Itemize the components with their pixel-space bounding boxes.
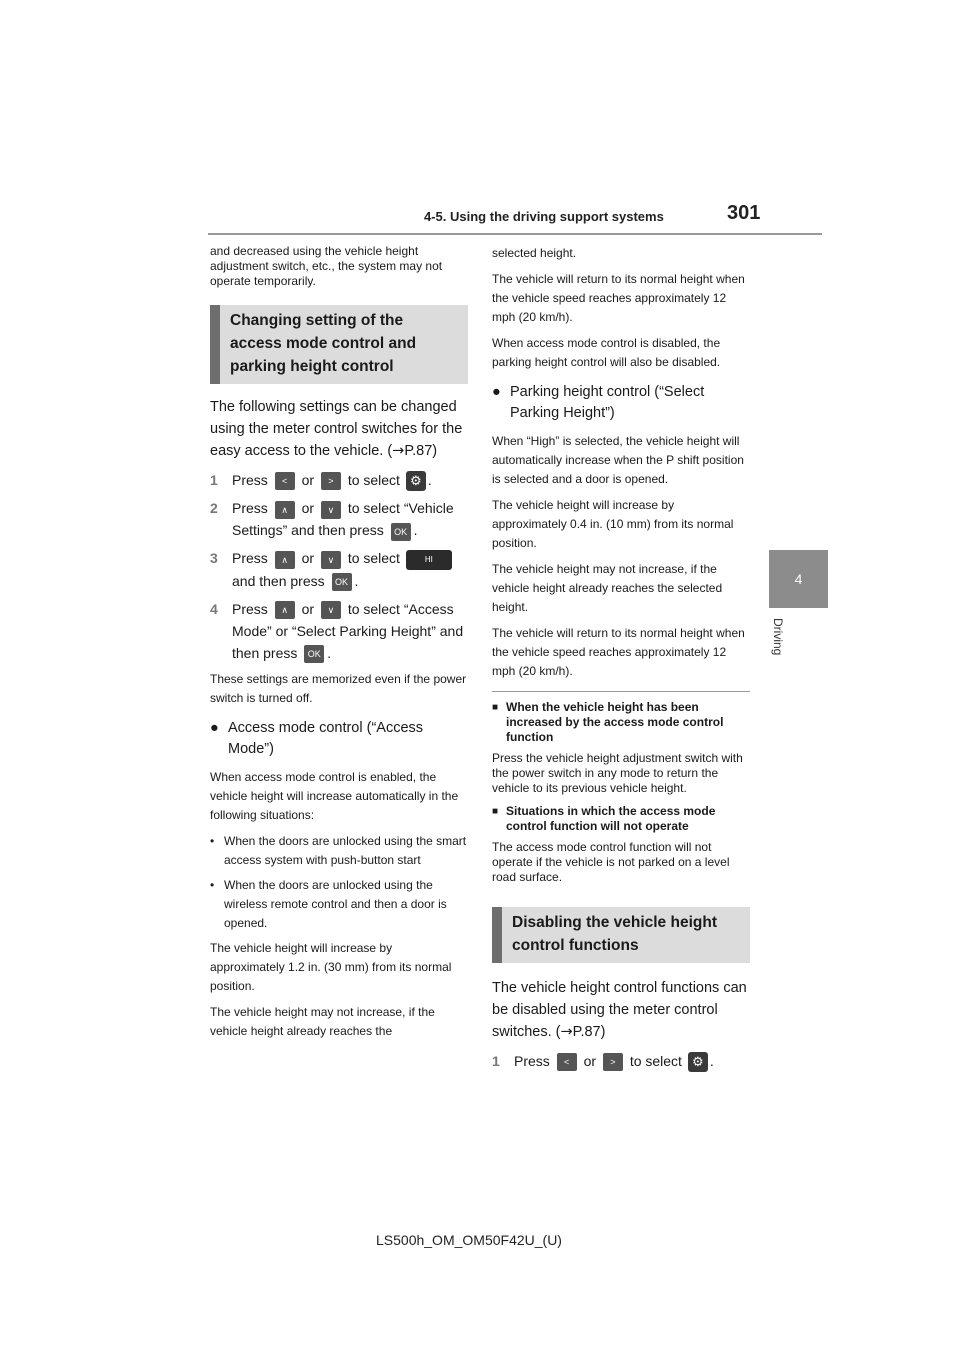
vehicle-height-icon: HI [406, 550, 452, 570]
page-number: 301 [727, 202, 761, 224]
paragraph: The vehicle height will increase by approximately 0.4 in. (10 mm) from its normal position. [492, 498, 734, 550]
memorized-note: These settings are memorized even if the power switch is turned off. [210, 671, 467, 705]
step-text: to select [347, 550, 400, 567]
step-text-end: . [413, 522, 418, 539]
paragraph: When “High” is selected, the vehicle height will automatically increase when the P shift position is selected and a door is opened. [492, 434, 744, 486]
disabling-intro-text: The vehicle height control functions can be disabled using the meter control switches. ( [492, 980, 747, 1040]
step-number: 2 [210, 500, 218, 517]
ok-key-icon: OK [332, 573, 352, 591]
gear-icon: ⚙ [406, 471, 426, 491]
note-heading [492, 804, 750, 834]
step-3 [210, 547, 468, 591]
step-or: or [301, 600, 315, 617]
up-arrow-key-icon: ∧ [275, 551, 295, 569]
step-text: Press [232, 500, 268, 517]
list-bullet: • [210, 877, 215, 892]
step-text: Press [232, 472, 268, 488]
left-arrow-key-icon: < [557, 1053, 577, 1071]
divider [492, 691, 750, 692]
note-body: Press the vehicle height adjustment switch with the power switch in any mode to return the vehicle to its previous vehicle height. [492, 751, 743, 795]
paragraph: The vehicle will return to its normal height when the vehicle speed reaches approximately 12 mph (20 km/h). [492, 272, 745, 324]
access-paragraph: The vehicle height may not increase, if the vehicle height already reaches the [210, 1004, 435, 1038]
gear-icon: ⚙ [688, 1052, 708, 1072]
header-rule [208, 233, 822, 235]
list-item-text: When the doors are unlocked using the smart access system with push-button start [224, 833, 467, 867]
right-arrow-key-icon: > [603, 1053, 623, 1071]
square-bullet-icon: ■ [492, 806, 499, 817]
step-text: Press [232, 550, 268, 567]
intro-text: and decreased using the vehicle height adjustment switch, etc., the system may not operate temporarily. [210, 244, 443, 288]
left-arrow-key-icon: < [275, 472, 295, 490]
step-text-end: . [427, 472, 432, 488]
ok-key-icon: OK [391, 523, 411, 541]
heading-text: Access mode control (“Access Mode”) [228, 719, 424, 757]
step-text: to select [629, 1053, 682, 1069]
settings-intro-text: The following settings can be changed using the meter control switches for the easy access to the vehicle. ( [210, 399, 463, 459]
note-body: The access mode control function will not operate if the vehicle is not parked on a level road surface. [492, 840, 730, 884]
note-heading [492, 700, 750, 745]
access-mode-heading [210, 718, 468, 760]
down-arrow-key-icon: ∨ [321, 551, 341, 569]
disabling-intro [492, 977, 750, 1043]
step-text: to select “Vehicle Settings” and then press [232, 500, 454, 539]
step-4 [210, 598, 468, 664]
section-heading-settings: Changing setting of the access mode control and parking height control [210, 305, 468, 384]
access-paragraph: When access mode control is enabled, the vehicle height will increase automatically in the following situations: [210, 769, 459, 822]
list-item [210, 876, 468, 933]
section-title: 4-5. Using the driving support systems [424, 209, 664, 224]
right-arrow-key-icon: > [321, 472, 341, 490]
heading-text: Parking height control (“Select Parking Height”) [510, 384, 705, 421]
chapter-number: 4 [794, 571, 803, 587]
paragraph: When access mode control is disabled, the parking height control will also be disabled. [492, 336, 721, 369]
access-paragraph: The vehicle height will increase by approximately 1.2 in. (30 mm) from its normal position. [210, 940, 452, 993]
step-text: to select “Access Mode” or “Select Parking Height” and then press [232, 600, 464, 661]
step-or: or [583, 1053, 597, 1069]
left-column [210, 244, 468, 1048]
down-arrow-key-icon: ∨ [321, 501, 341, 519]
bullet-icon: ● [492, 384, 501, 400]
ref-arrow-icon: → [560, 1024, 573, 1040]
step-or: or [301, 550, 315, 567]
list-bullet: • [210, 833, 215, 848]
settings-intro-ref: P.87) [404, 443, 438, 459]
ok-key-icon: OK [304, 645, 324, 663]
list-item-text: When the doors are unlocked using the wireless remote control and then a door is opened. [224, 877, 447, 930]
step-text: and then press [232, 572, 325, 589]
paragraph: The vehicle height may not increase, if the vehicle height already reaches the selected height. [492, 562, 723, 614]
step-text: Press [232, 600, 268, 617]
step-2 [210, 497, 468, 541]
step-text-end: . [327, 644, 332, 661]
up-arrow-key-icon: ∧ [275, 501, 295, 519]
step-number: 3 [210, 550, 218, 567]
bullet-icon: ● [210, 719, 219, 736]
right-column [492, 244, 750, 1078]
note-title: When the vehicle height has been increased by the access mode control function [506, 700, 724, 744]
paragraph: selected height. [492, 246, 577, 260]
step-number: 1 [210, 472, 218, 488]
document-code: LS500h_OM_OM50F42U_(U) [376, 1232, 562, 1248]
parking-height-heading [492, 382, 750, 424]
square-bullet-icon: ■ [492, 702, 499, 713]
paragraph: The vehicle will return to its normal height when the vehicle speed reaches approximately 12 mph (20 km/h). [492, 626, 745, 678]
note-title: Situations in which the access mode control function will not operate [506, 804, 716, 833]
chapter-tab [769, 550, 828, 608]
step-number: 4 [210, 600, 218, 617]
disabling-step-1 [492, 1050, 750, 1072]
chapter-label: Driving [771, 618, 785, 656]
step-or: or [301, 472, 315, 488]
down-arrow-key-icon: ∨ [321, 601, 341, 619]
step-1 [210, 469, 468, 491]
step-text: to select [347, 472, 400, 488]
step-text-end: . [354, 572, 359, 589]
up-arrow-key-icon: ∧ [275, 601, 295, 619]
list-item [210, 832, 468, 870]
disabling-intro-ref: P.87) [572, 1024, 606, 1040]
settings-intro [210, 396, 468, 462]
step-text-end: . [709, 1053, 714, 1069]
ref-arrow-icon: → [392, 443, 405, 459]
step-text: Press [514, 1053, 550, 1069]
step-or: or [301, 500, 315, 517]
step-number: 1 [492, 1053, 500, 1069]
section-heading-disabling: Disabling the vehicle height control functions [492, 907, 750, 963]
